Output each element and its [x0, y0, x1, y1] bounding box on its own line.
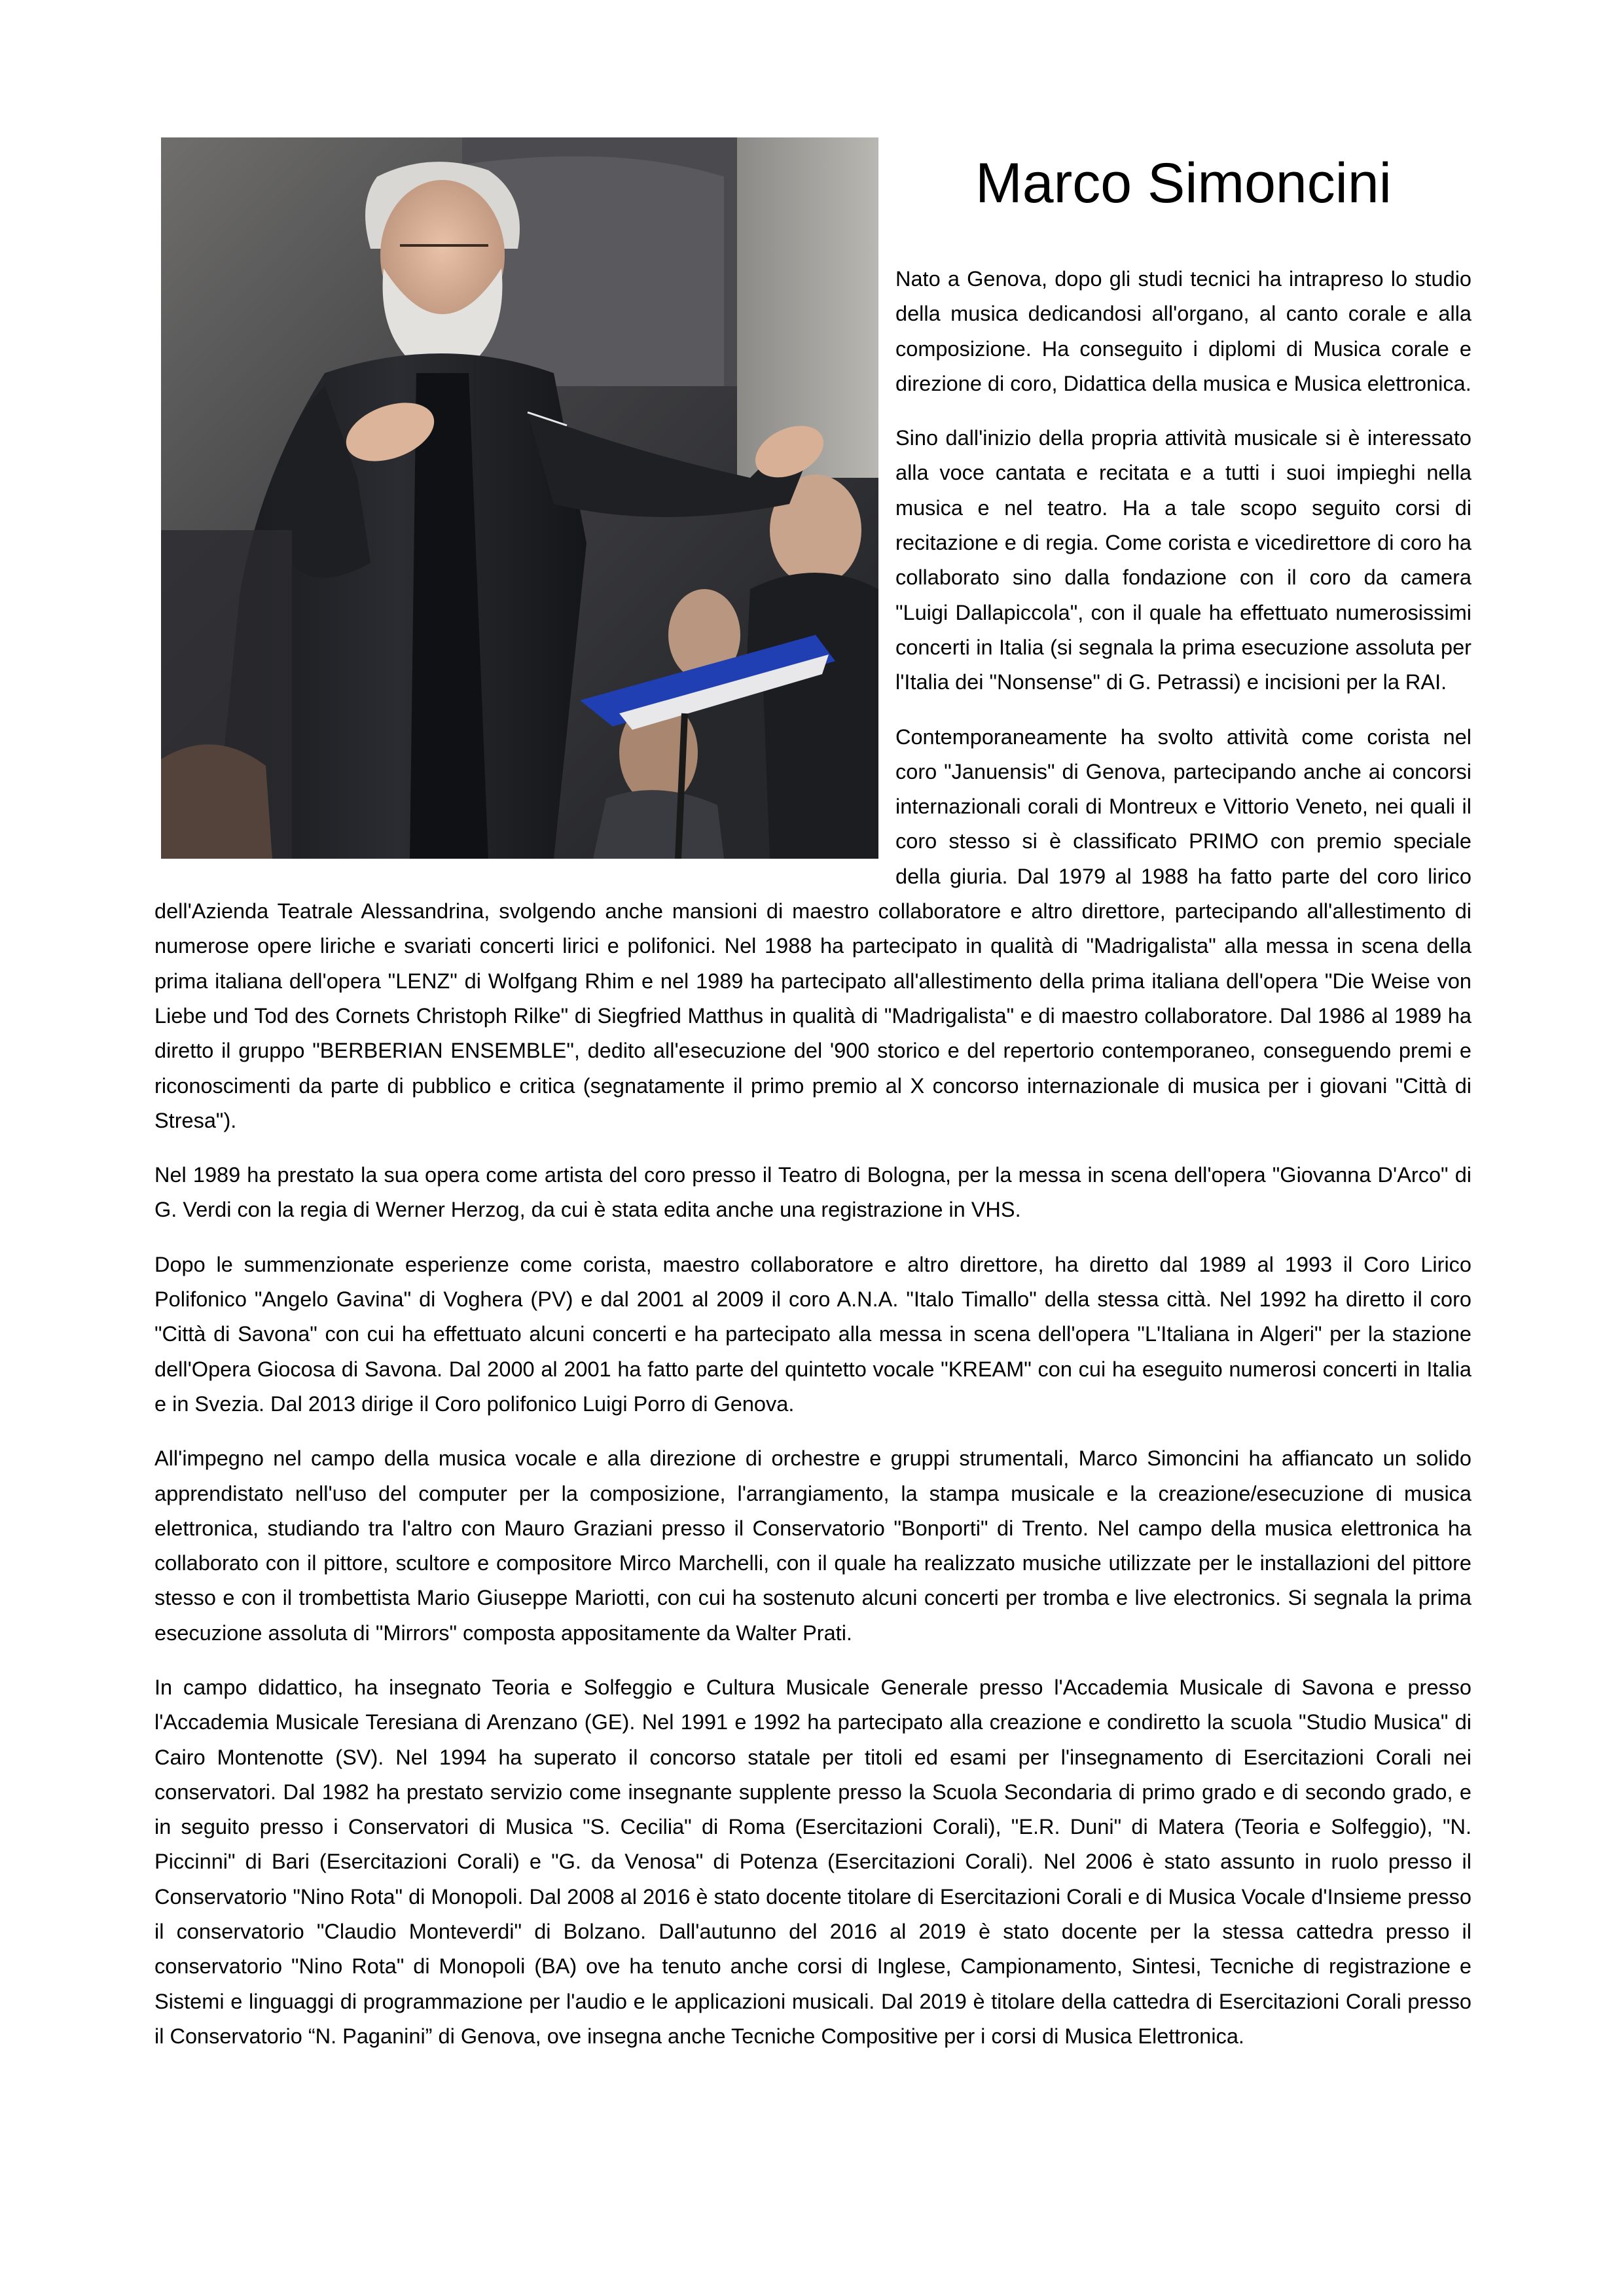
bio-paragraph-6: All'impegno nel campo della musica vocale e alla direzione di orchestre e gruppi strumentali, Marco Simoncini ha affiancato un solido apprendistato nell'uso del computer per la composizione, l'arrangiamento, la stampa musicale e la creazione/esecuzione di musica elettronica, studiando tra l'altro con Mauro Graziani presso il Conservatorio "Bonporti" di Trento. Nel campo della musica elettronica ha collaborato con il pittore, scultore e compositore Mirco Marchelli, con il quale ha realizzato musiche utilizzate per le installazioni del pittore stesso e con il trombettista Mario Giuseppe Mariotti, con cui ha sostenuto alcuni concerti per tromba e live electronics. Si segnala la prima esecuzione assoluta di "Mirrors" composta appositamente da Walter Prati.	[154, 1446, 1471, 1645]
page-title: Marco Simoncini	[975, 152, 1392, 215]
bio-paragraph-5: Dopo le summenzionate esperienze come corista, maestro collaboratore e altro direttore, ha diretto dal 1989 al 1993 il Coro Lirico Polifonico "Angelo Gavina" di Voghera (PV) e dal 2001 al 2009 il coro A.N.A. "Italo Timallo" della stessa città. Nel 1992 ha diretto il coro "Città di Savona" con cui ha effettuato alcuni concerti e ha partecipato alla messa in scena dell'opera "L'Italiana in Algeri" per la stazione dell'Opera Giocosa di Savona. Dal 2000 al 2001 ha fatto parte del quintetto vocale "KREAM" con cui ha eseguito numerosi concerti in Italia e in Svezia. Dal 2013 dirige il Coro polifonico Luigi Porro di Genova.	[154, 1252, 1471, 1416]
conductor-photo	[161, 137, 878, 859]
bio-paragraph-4: Nel 1989 ha prestato la sua opera come artista del coro presso il Teatro di Bologna, per la messa in scena dell'opera "Giovanna D'Arco" di G. Verdi con la regia di Werner Herzog, da cui è stata edita anche una registrazione in VHS.	[154, 1163, 1471, 1222]
page-content	[154, 137, 1471, 2073]
bio-paragraph-3: Contemporaneamente ha svolto attività come corista nel coro "Januensis" di Genova, partecipando anche ai concorsi internazionali corali di Montreux e Vittorio Veneto, nei quali il coro stesso si è classificato PRIMO con premio speciale della giuria. Dal 1979 al 1988 ha fatto parte del coro lirico dell'Azienda Teatrale Alessandrina, svolgendo anche mansioni di maestro collaboratore e altro direttore, partecipando all'allestimento di numerose opere liriche e svariati concerti lirici e polifonici. Nel 1988 ha partecipato in qualità di "Madrigalista" alla messa in scena della prima italiana dell'opera "LENZ" di Wolfgang Rhim e nel 1989 ha partecipato all'allestimento della prima italiana dell'opera "Die Weise von Liebe und Tod des Cornets Christoph Rilke" di Siegfried Matthus in qualità di "Madrigalista" e di maestro collaboratore. Dal 1986 al 1989 ha diretto il gruppo "BERBERIAN ENSEMBLE", dedito all'esecuzione del '900 storico e del repertorio contemporaneo, conseguendo premi e riconoscimenti da parte di pubblico e critica (segnatamente il primo premio al X concorso internazionale di musica per i giovani "Città di Stresa").	[154, 725, 1471, 1132]
bio-paragraph-2: Sino dall'inizio della propria attività musicale si è interessato alla voce cantata e recitata e a tutti i suoi impieghi nella musica e nel teatro. Ha a tale scopo seguito corsi di recitazione e di regia. Come corista e vicedirettore di coro ha collaborato sino dalla fondazione con il coro da camera "Luigi Dallapiccola", con il quale ha effettuato numerosissimi concerti in Italia (si segnala la prima esecuzione assoluta per l'Italia dei "Nonsense" di G. Petrassi) e incisioni per la RAI.	[895, 426, 1471, 694]
bio-paragraph-1: Nato a Genova, dopo gli studi tecnici ha intrapreso lo studio della musica dedicandosi all'organo, al canto corale e alla composizione. Ha conseguito i diplomi di Musica corale e direzione di coro, Didattica della musica e Musica elettronica.	[895, 267, 1471, 395]
bio-paragraph-7: In campo didattico, ha insegnato Teoria e Solfeggio e Cultura Musicale Generale presso l'Accademia Musicale di Savona e presso l'Accademia Musicale Teresiana di Arenzano (GE). Nel 1991 e 1992 ha partecipato alla creazione e condiretto la scuola "Studio Musica" di Cairo Montenotte (SV). Nel 1994 ha superato il concorso statale per titoli ed esami per l'insegnamento di Esercitazioni Corali nei conservatori. Dal 1982 ha prestato servizio come insegnante supplente presso la Scuola Secondaria di primo grado e di secondo grado, e in seguito presso i Conservatori di Musica "S. Cecilia" di Roma (Esercitazioni Corali), "E.R. Duni" di Matera (Teoria e Solfeggio), "N. Piccinni" di Bari (Esercitazioni Corali) e "G. da Venosa" di Potenza (Esercitazioni Corali). Nel 2006 è stato assunto in ruolo presso il Conservatorio "Nino Rota" di Monopoli. Dal 2008 al 2016 è stato docente titolare di Esercitazioni Corali e di Musica Vocale d'Insieme presso il conservatorio "Claudio Monteverdi" di Bolzano. Dall'autunno del 2016 al 2019 è stato docente per la stessa cattedra presso il conservatorio "Nino Rota" di Monopoli (BA) ove ha tenuto anche corsi di Inglese, Campionamento, Sintesi, Tecniche di registrazione e Sistemi e linguaggi di programmazione per l'audio e le applicazioni musicali. Dal 2019 è titolare della cattedra di Esercitazioni Corali presso il Conservatorio “N. Paganini” di Genova, ove insegna anche Tecniche Compositive per i corsi di Musica Elettronica.	[154, 1675, 1471, 2048]
